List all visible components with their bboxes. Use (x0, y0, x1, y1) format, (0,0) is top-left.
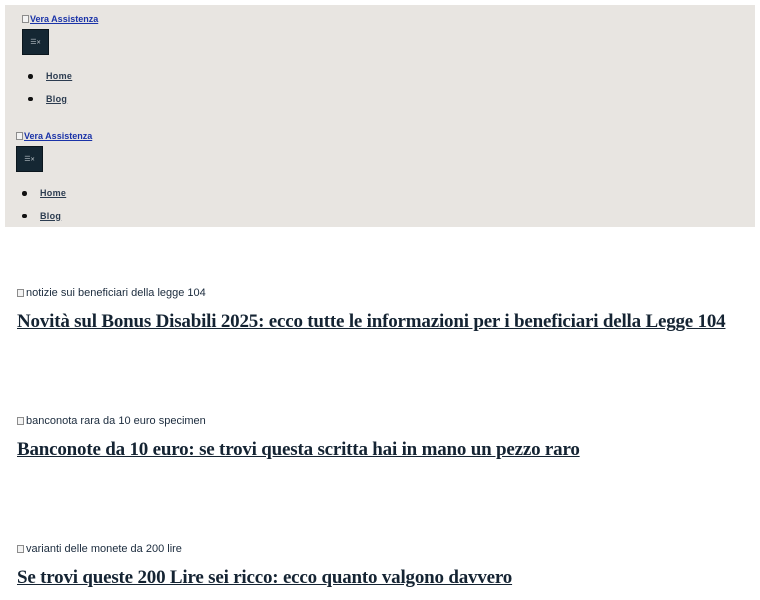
mobile-nav-link-home[interactable]: Home (40, 188, 67, 198)
broken-image-icon (17, 289, 24, 297)
menu-toggle-icon: ☰✕ (30, 38, 41, 46)
article-thumbnail[interactable] (17, 543, 512, 555)
article-title-link[interactable]: Banconote da 10 euro: se trovi questa scritta hai in mano un pezzo raro (17, 439, 580, 460)
article-thumbnail[interactable] (17, 287, 725, 299)
article-title-link[interactable]: Novità sul Bonus Disabili 2025: ecco tutte le informazioni per i beneficiari della Legge 104 (17, 311, 726, 332)
mobile-nav (16, 182, 66, 227)
mobile-menu-toggle-button[interactable] (16, 146, 43, 172)
article-title-link[interactable]: Se trovi queste 200 Lire sei ricco: ecco quanto valgono davvero (17, 567, 513, 588)
thumbnail-alt-text: varianti delle monete da 200 lire (26, 543, 182, 555)
site-header (5, 5, 755, 227)
broken-image-icon (17, 545, 24, 553)
mobile-nav-item-home[interactable] (16, 182, 66, 205)
mobile-logo-image-icon (16, 132, 23, 140)
article-thumbnail[interactable] (17, 415, 580, 427)
mobile-nav-link-blog[interactable]: Blog (40, 210, 62, 221)
article-card (17, 287, 725, 333)
mobile-menu-toggle-icon: ☰✕ (24, 155, 35, 163)
article-card (17, 543, 512, 589)
nav-item-home[interactable] (22, 65, 72, 88)
mobile-logo-alt-text: Vera Assistenza (24, 131, 93, 141)
article-card (17, 415, 580, 461)
site-logo-link[interactable] (22, 14, 98, 24)
primary-nav (22, 65, 72, 110)
thumbnail-alt-text: banconota rara da 10 euro specimen (26, 415, 206, 427)
thumbnail-alt-text: notizie sui beneficiari della legge 104 (26, 287, 206, 299)
nav-link-home[interactable]: Home (46, 71, 73, 81)
nav-link-blog[interactable]: Blog (46, 93, 68, 104)
menu-toggle-button[interactable] (22, 29, 49, 55)
nav-item-blog[interactable] (22, 88, 72, 111)
logo-image-icon (22, 15, 29, 23)
broken-image-icon (17, 417, 24, 425)
mobile-nav-item-blog[interactable] (16, 205, 66, 228)
mobile-logo-link[interactable] (16, 131, 92, 141)
logo-alt-text: Vera Assistenza (30, 14, 99, 24)
